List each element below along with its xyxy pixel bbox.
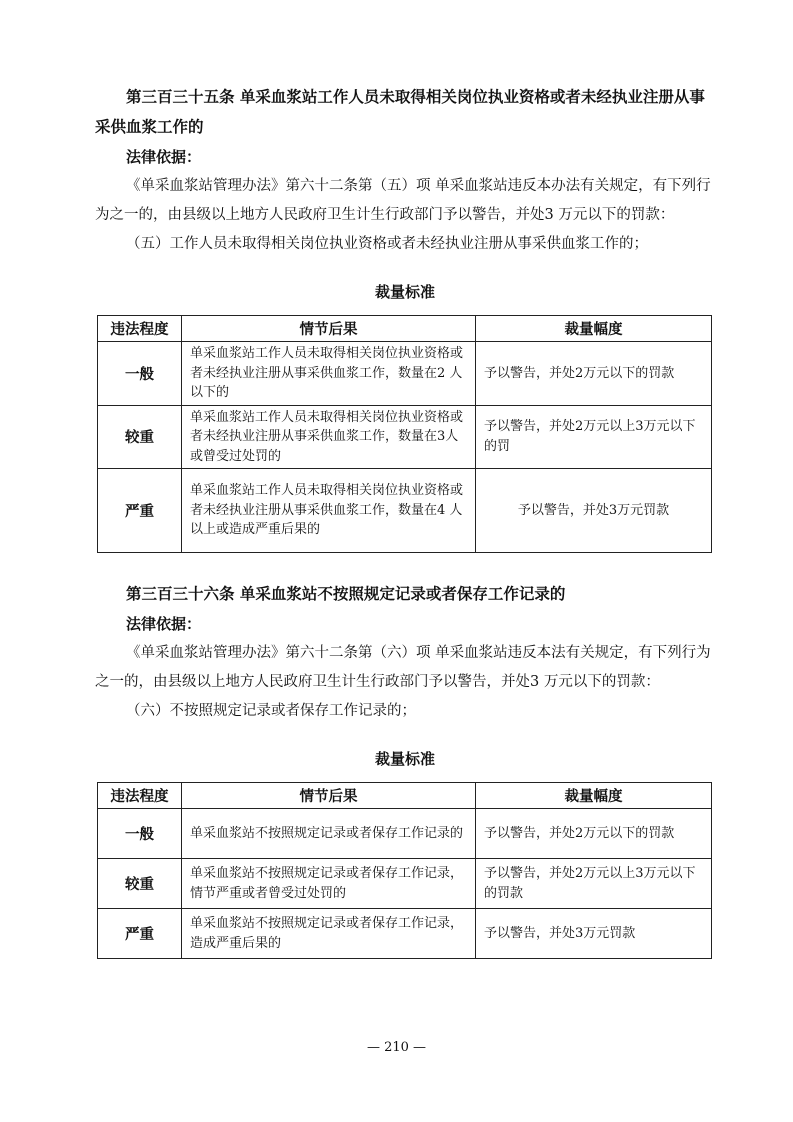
level-cell: 严重 (98, 469, 182, 553)
legal-basis-text: 《单采血浆站管理办法》第六十二条第（六）项 单采血浆站违反本法有关规定，有下列行为之一的，由县级以上地方人民政府卫生计生行政部门予以警告，并处3 万元以下的罚款： (95, 645, 711, 690)
article-336-title: 第三百三十六条 单采血浆站不按照规定记录或者保存工作记录的 (126, 585, 566, 603)
table-row (98, 342, 712, 406)
legal-basis-label: 法律依据： (126, 148, 202, 166)
table-row (98, 405, 712, 469)
level-cell: 一般 (98, 809, 182, 859)
discretion-table-336 (97, 782, 712, 959)
penalty-cell: 予以警告，并处2万元以下的罚款 (476, 342, 712, 406)
table-row (98, 859, 712, 909)
level-cell: 较重 (98, 405, 182, 469)
legal-basis-item: （六）不按照规定记录或者保存工作记录的； (126, 703, 416, 719)
legal-basis-text: 《单采血浆站管理办法》第六十二条第（五）项 单采血浆站违反本办法有关规定，有下列行为之一的，由县级以上地方人民政府卫生计生行政部门予以警告，并处3 万元以下的罚款： (95, 178, 711, 223)
discretion-standard-title: 裁量标准 (374, 750, 435, 768)
discretion-table-335 (97, 315, 712, 553)
circumstance-cell: 单采血浆站不按照规定记录或者保存工作记录的 (182, 809, 476, 859)
table-row (98, 909, 712, 959)
circumstance-cell: 单采血浆站不按照规定记录或者保存工作记录，造成严重后果的 (182, 909, 476, 959)
level-cell: 严重 (98, 909, 182, 959)
page-number: — 210 — (366, 1040, 427, 1055)
level-cell: 较重 (98, 859, 182, 909)
header-level: 违法程度 (98, 783, 182, 809)
header-penalty: 裁量幅度 (476, 783, 712, 809)
header-circumstance: 情节后果 (182, 316, 476, 342)
article-335-title: 第三百三十五条 单采血浆站工作人员未取得相关岗位执业资格或者未经执业注册从事采供血浆工作的 (95, 88, 705, 136)
header-penalty: 裁量幅度 (476, 316, 712, 342)
discretion-standard-title: 裁量标准 (374, 283, 435, 301)
penalty-cell: 予以警告，并处3万元罚款 (476, 469, 712, 553)
circumstance-cell: 单采血浆站不按照规定记录或者保存工作记录，情节严重或者曾受过处罚的 (182, 859, 476, 909)
circumstance-cell: 单采血浆站工作人员未取得相关岗位执业资格或者未经执业注册从事采供血浆工作，数量在2 人以下的 (182, 342, 476, 406)
penalty-cell: 予以警告，并处2万元以上3万元以下的罚 (476, 405, 712, 469)
header-circumstance: 情节后果 (182, 783, 476, 809)
header-level: 违法程度 (98, 316, 182, 342)
legal-basis-item: （五）工作人员未取得相关岗位执业资格或者未经执业注册从事采供血浆工作的； (126, 236, 648, 252)
circumstance-cell: 单采血浆站工作人员未取得相关岗位执业资格或者未经执业注册从事采供血浆工作，数量在4 人以上或造成严重后果的 (182, 469, 476, 553)
table-header-row (98, 783, 712, 809)
circumstance-cell: 单采血浆站工作人员未取得相关岗位执业资格或者未经执业注册从事采供血浆工作，数量在3人或曾受过处罚的 (182, 405, 476, 469)
penalty-cell: 予以警告，并处3万元罚款 (476, 909, 712, 959)
table-row (98, 809, 712, 859)
penalty-cell: 予以警告，并处2万元以下的罚款 (476, 809, 712, 859)
page-content (95, 82, 715, 959)
penalty-cell: 予以警告，并处2万元以上3万元以下的罚款 (476, 859, 712, 909)
legal-basis-label: 法律依据： (126, 615, 202, 633)
level-cell: 一般 (98, 342, 182, 406)
table-header-row (98, 316, 712, 342)
table-row (98, 469, 712, 553)
